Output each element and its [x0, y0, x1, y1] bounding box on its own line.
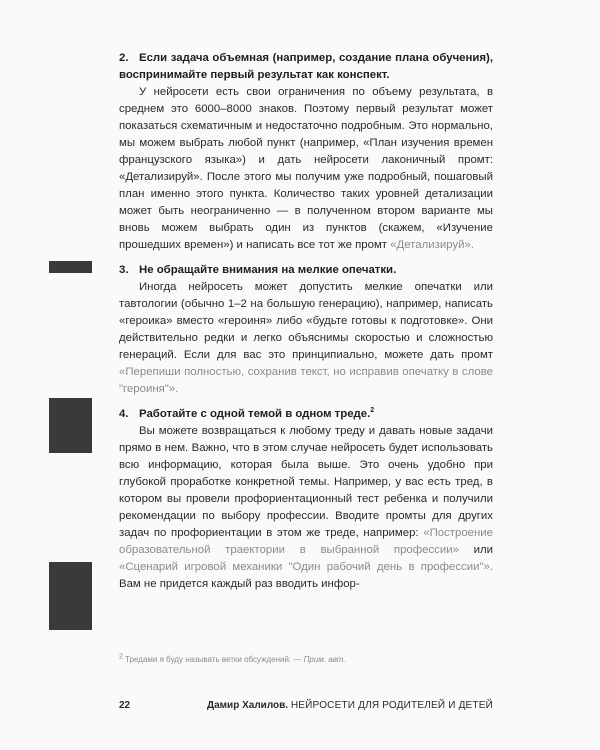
footnote-text: Тредами я буду называть ветки обсуждений. — — [125, 655, 302, 664]
section-heading-text: Если задача объемная (например, создание плана обучения), воспринимайте первый результат как конспект. — [119, 52, 493, 81]
section-body — [119, 423, 493, 593]
page-content — [119, 50, 493, 593]
footnote-reference: 2 — [370, 407, 375, 415]
section-number: 2. — [119, 52, 129, 64]
section-heading — [119, 50, 493, 84]
section-body — [119, 279, 493, 398]
section-body — [119, 84, 493, 254]
section-heading — [119, 406, 493, 423]
prompt-text: «Сценарий игровой механики "Один рабочий день в профессии"». — [119, 561, 493, 573]
edge-tab-marker — [49, 562, 92, 630]
section-3 — [119, 262, 493, 398]
page-number: 22 — [119, 700, 131, 711]
body-text: Иногда нейросеть может допустить мелкие опечатки или тавтологии (обычно 1–2 на большую генерацию), например, написать «героика» вместо «героиня» либо «будьте готовы к подготовке». Они действительно редки и легко объяснимы скоростью и сложностью генераций. Если для вас это принципиально, можете дать промт — [119, 281, 493, 361]
edge-tab-marker — [49, 261, 92, 273]
prompt-text: «Перепиши полностью, сохранив текст, но исправив опечатку в слове "героиня"». — [119, 366, 493, 395]
section-number: 4. — [119, 408, 129, 420]
edge-tab-marker — [49, 398, 92, 453]
section-number: 3. — [119, 264, 129, 276]
footnote-note: Прим. авт. — [303, 655, 346, 664]
section-4 — [119, 406, 493, 593]
footer-book-title: НЕЙРОСЕТИ ДЛЯ РОДИТЕЛЕЙ И ДЕТЕЙ — [290, 700, 493, 711]
prompt-text: «Построение образовательной траектории в выбранной профессии» — [119, 527, 493, 556]
footnote-number: 2 — [119, 653, 123, 661]
prompt-text: «Детализируй». — [390, 239, 474, 251]
body-text: У нейросети есть свои ограничения по объему результата, в среднем это 6000–8000 знаков. Поэтому первый результат может показаться схематичным и недостаточно подробным. Это нормально, мы можем выбрать любой пункт (например, «План изучения времен французского языка») и дать нейросети лаконичный промт: «Детализируй». После этого мы получим уже подробный, пошаговый план именно этого пункта. Количество таких уровней детализации может быть неограниченно — в полученном втором варианте мы вновь можем выбрать один из пунктов (скажем, «Изучение прошедших времен») и написать все тот же промт — [119, 86, 493, 251]
section-heading-text: Не обращайте внимания на мелкие опечатки. — [139, 264, 397, 276]
section-heading — [119, 262, 493, 279]
running-footer — [207, 700, 493, 711]
body-text-tail: Вам не придется каждый раз вводить инфор- — [119, 578, 360, 590]
body-text: Вы можете возвращаться к любому треду и давать новые задачи прямо в нем. Важно, что в этом случае нейросеть будет использовать всю информацию, которая была выше. Это очень удобно при глубокой проработке конкретной темы. Например, у вас есть тред, в котором вы провели профориентационный тест ребенка и получили рекомендации по выбору профессии. Вводите промты для других задач по профориентации в этом же треде, например: — [119, 425, 493, 539]
connector-text: или — [473, 544, 493, 556]
section-2 — [119, 50, 493, 254]
footnote — [119, 655, 493, 664]
footer-author: Дамир Халилов. — [206, 700, 289, 711]
section-heading-text: Работайте с одной темой в одном треде. — [139, 408, 371, 420]
